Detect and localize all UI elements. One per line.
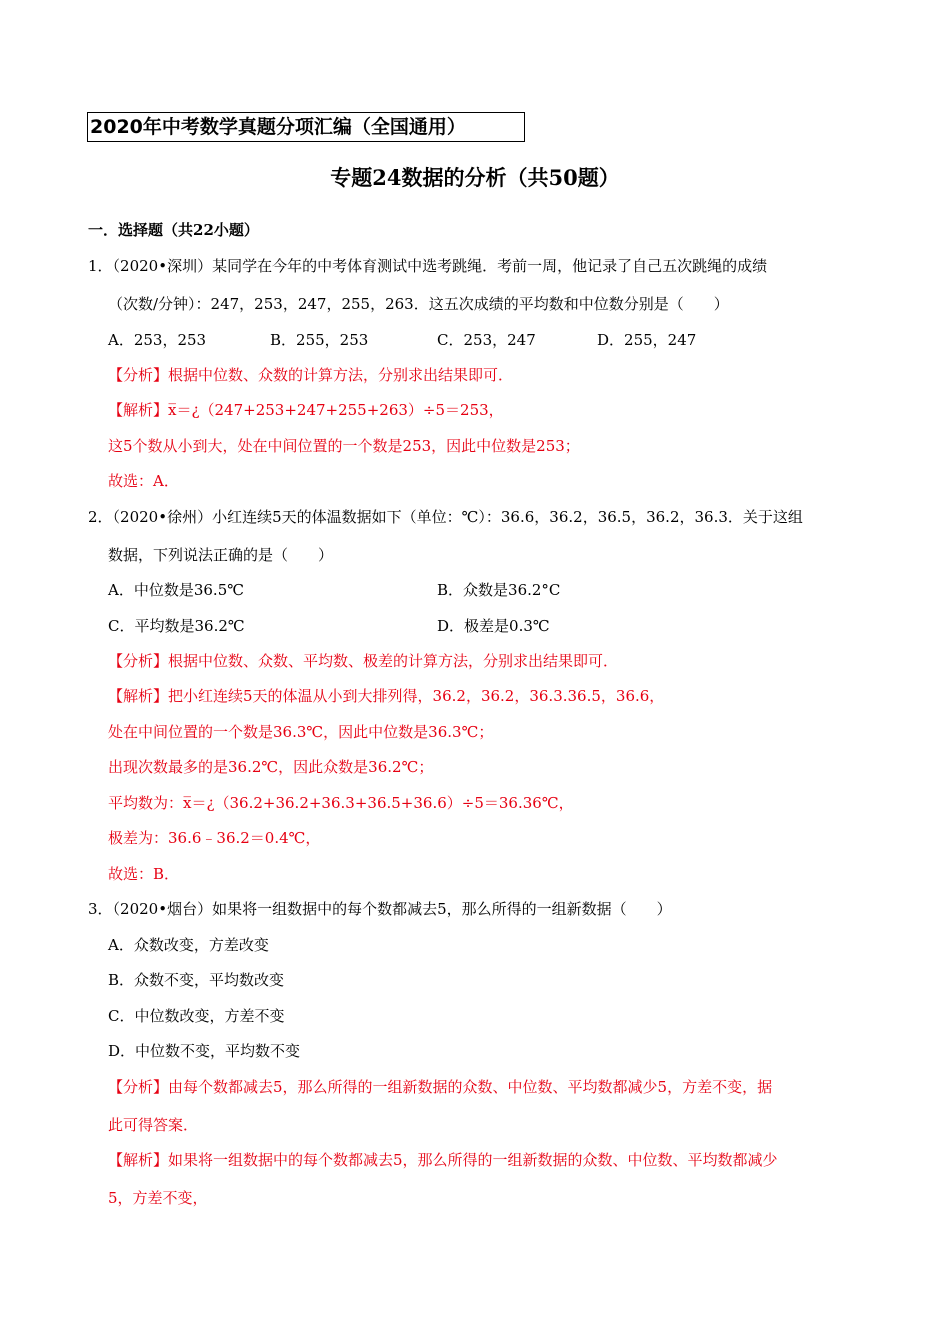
q3-analysis-line-1: 【分析】由每个数都减去5，那么所得的一组新数据的众数、中位数、平均数都减少5，方差不变，据 bbox=[108, 1078, 773, 1096]
q2-option-d: D．极差是0.3℃ bbox=[437, 617, 550, 635]
q2-option-c: C．平均数是36.2℃ bbox=[108, 617, 245, 635]
q2-option-a: A．中位数是36.5℃ bbox=[108, 581, 245, 599]
q3-stem-line-1: 3．（2020•烟台）如果将一组数据中的每个数都减去5，那么所得的一组新数据（ ） bbox=[88, 900, 672, 918]
q2-solution-line-4: 平均数为：x̅＝¿（36.2+36.2+36.3+36.5+36.6）÷5＝36.36℃， bbox=[108, 794, 574, 812]
q1-stem-line-1: 1．（2020•深圳）某同学在今年的中考体育测试中选考跳绳．考前一周，他记录了自己五次跳绳的成绩 bbox=[88, 257, 768, 275]
q3-option-a: A．众数改变，方差改变 bbox=[108, 936, 269, 954]
topic-title: 专题24数据的分析（共50题） bbox=[330, 165, 620, 190]
q2-stem-line-2: 数据，下列说法正确的是（ ） bbox=[108, 546, 334, 564]
q1-option-a: A．253，253 bbox=[108, 331, 207, 349]
q2-stem-line-1: 2．（2020•徐州）小红连续5天的体温数据如下（单位：℃）：36.6，36.2，36.5，36.2，36.3．关于这组 bbox=[88, 508, 803, 526]
series-title: 2020年中考数学真题分项汇编（全国通用） bbox=[87, 112, 525, 142]
q1-option-b: B．255，253 bbox=[270, 331, 369, 349]
q1-stem-line-2: （次数/分钟）：247，253，247，255，263．这五次成绩的平均数和中位数分别是（ ） bbox=[108, 295, 729, 313]
q3-solution-line-1: 【解析】如果将一组数据中的每个数都减去5，那么所得的一组新数据的众数、中位数、平均数都减少 bbox=[108, 1151, 778, 1169]
q1-answer: 故选：A． bbox=[108, 472, 179, 490]
q2-solution-line-5: 极差为：36.6﹣36.2＝0.4℃， bbox=[108, 829, 321, 847]
q2-analysis: 【分析】根据中位数、众数、平均数、极差的计算方法，分别求出结果即可． bbox=[108, 652, 619, 670]
section-heading: 一．选择题（共22小题） bbox=[88, 221, 259, 239]
q2-solution-line-3: 出现次数最多的是36.2℃，因此众数是36.2℃； bbox=[108, 758, 434, 776]
q3-option-b: B．众数不变，平均数改变 bbox=[108, 971, 285, 989]
q3-solution-line-2: 5，方差不变， bbox=[108, 1189, 208, 1207]
q1-solution-line-2: 这5个数从小到大，处在中间位置的一个数是253，因此中位数是253； bbox=[108, 437, 580, 455]
q2-option-b: B．众数是36.2°C bbox=[437, 581, 561, 599]
q3-option-d: D．中位数不变，平均数不变 bbox=[108, 1042, 301, 1060]
q2-solution-line-2: 处在中间位置的一个数是36.3℃，因此中位数是36.3℃； bbox=[108, 723, 494, 741]
q2-answer: 故选：B． bbox=[108, 865, 180, 883]
q3-option-c: C．中位数改变，方差不变 bbox=[108, 1007, 285, 1025]
q3-analysis-line-2: 此可得答案． bbox=[108, 1116, 199, 1134]
q2-solution-line-1: 【解析】把小红连续5天的体温从小到大排列得，36.2，36.2，36.3.36.5，36.6， bbox=[108, 687, 665, 705]
q1-option-d: D．255，247 bbox=[597, 331, 697, 349]
q1-analysis: 【分析】根据中位数、众数的计算方法，分别求出结果即可． bbox=[108, 366, 514, 384]
q1-solution-line-1: 【解析】x̅＝¿（247+253+247+255+263）÷5＝253， bbox=[108, 401, 504, 419]
q1-option-c: C．253，247 bbox=[437, 331, 536, 349]
